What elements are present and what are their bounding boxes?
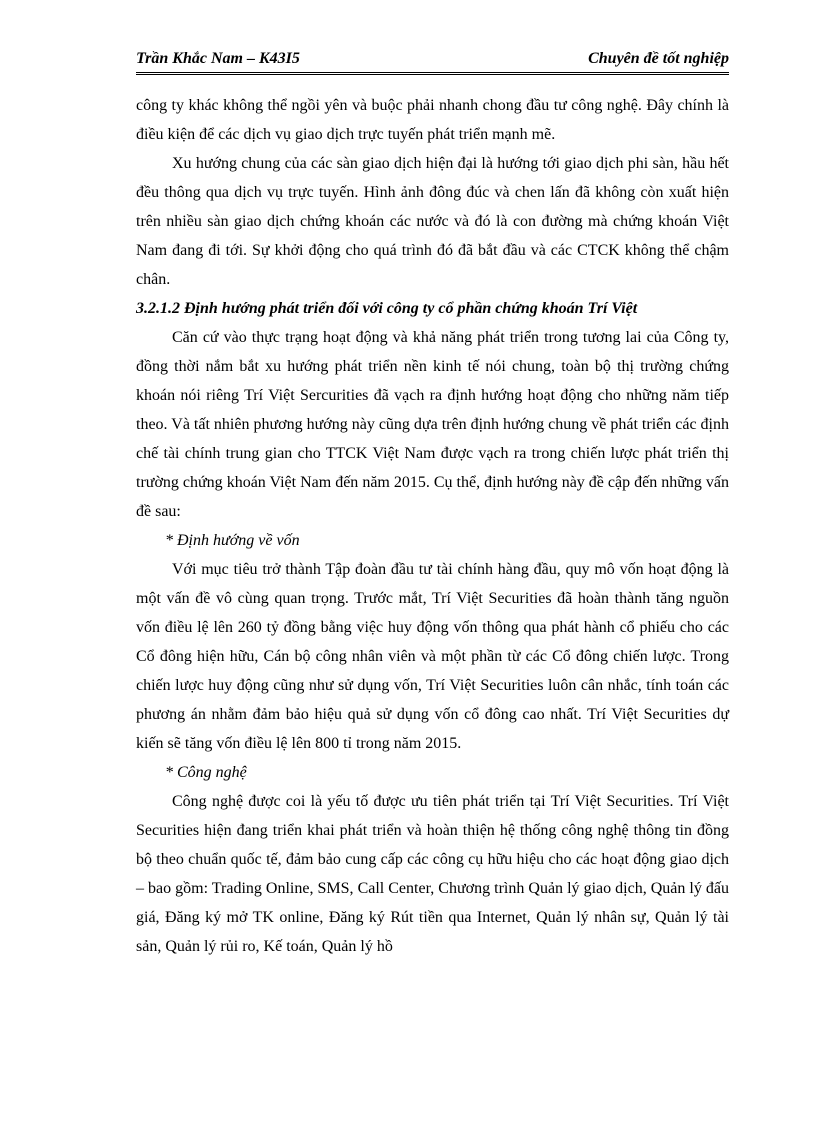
document-body (136, 91, 729, 961)
paragraph-1: công ty khác không thể ngồi yên và buộc phải nhanh chong đầu tư công nghệ. Đây chính là điều kiện để các dịch vụ giao dịch trực tuyến phát triển mạnh mẽ. (136, 97, 729, 143)
header-author: Trần Khắc Nam – K43I5 (136, 50, 300, 67)
subheading-technology: * Công nghệ (165, 764, 247, 781)
paragraph-3: Căn cứ vào thực trạng hoạt động và khả năng phát triển trong tương lai của Công ty, đồng thời nắm bắt xu hướng phát triển nền kinh tế nói chung, toàn bộ thị trường chứng khoán nói riêng Trí Việt Sercurities đã vạch ra định hướng hoạt động cho những năm tiếp theo. Và tất nhiên phương hướng này cũng dựa trên định hướng chung về phát triển các định chế tài chính trung gian cho TTCK Việt Nam được vạch ra trong chiến lược phát triển thị trường chứng khoán Việt Nam đến năm 2015. Cụ thể, định hướng này đề cập đến những vấn đề sau: (136, 329, 729, 520)
section-heading: 3.2.1.2 Định hướng phát triển đối với công ty cổ phần chứng khoán Trí Việt (136, 300, 638, 317)
paragraph-4: Với mục tiêu trở thành Tập đoàn đầu tư tài chính hàng đầu, quy mô vốn hoạt động là một vấn đề vô cùng quan trọng. Trước mắt, Trí Việt Securities đã hoàn thành tăng nguồn vốn điều lệ lên 260 tỷ đồng bằng việc huy động vốn thông qua phát hành cổ phiếu cho các Cổ đông hiện hữu, Cán bộ công nhân viên và một phần từ các Cổ đông chiến lược. Trong chiến lược huy động cũng như sử dụng vốn, Trí Việt Securities luôn cân nhắc, tính toán các phương án nhằm đảm bảo hiệu quả sử dụng vốn cổ đông cao nhất. Trí Việt Securities dự kiến sẽ tăng vốn điều lệ lên 800 tỉ trong năm 2015. (136, 561, 729, 752)
page-header (136, 46, 729, 75)
header-title: Chuyên đề tốt nghiệp (588, 50, 729, 67)
paragraph-5: Công nghệ được coi là yếu tố được ưu tiên phát triển tại Trí Việt Securities. Trí Việt Securities hiện đang triển khai phát triển và hoàn thiện hệ thống công nghệ thông tin đồng bộ theo chuẩn quốc tế, đảm bảo cung cấp các công cụ hữu hiệu cho các hoạt động giao dịch – bao gồm: Trading Online, SMS, Call Center, Chương trình Quản lý giao dịch, Quản lý đấu giá, Đăng ký mở TK online, Đăng ký Rút tiền qua Internet, Quản lý nhân sự, Quản lý tài sản, Quản lý rủi ro, Kế toán, Quản lý hồ (136, 793, 729, 955)
subheading-capital: * Định hướng về vốn (165, 532, 300, 549)
paragraph-2: Xu hướng chung của các sàn giao dịch hiện đại là hướng tới giao dịch phi sàn, hầu hết đều thông qua dịch vụ trực tuyến. Hình ảnh đông đúc và chen lấn đã không còn xuất hiện trên nhiều sàn giao dịch chứng khoán các nước và đó là con đường mà chứng khoán Việt Nam đang đi tới. Sự khởi động cho quá trình đó đã bắt đầu và các CTCK không thể chậm chân. (136, 155, 729, 288)
